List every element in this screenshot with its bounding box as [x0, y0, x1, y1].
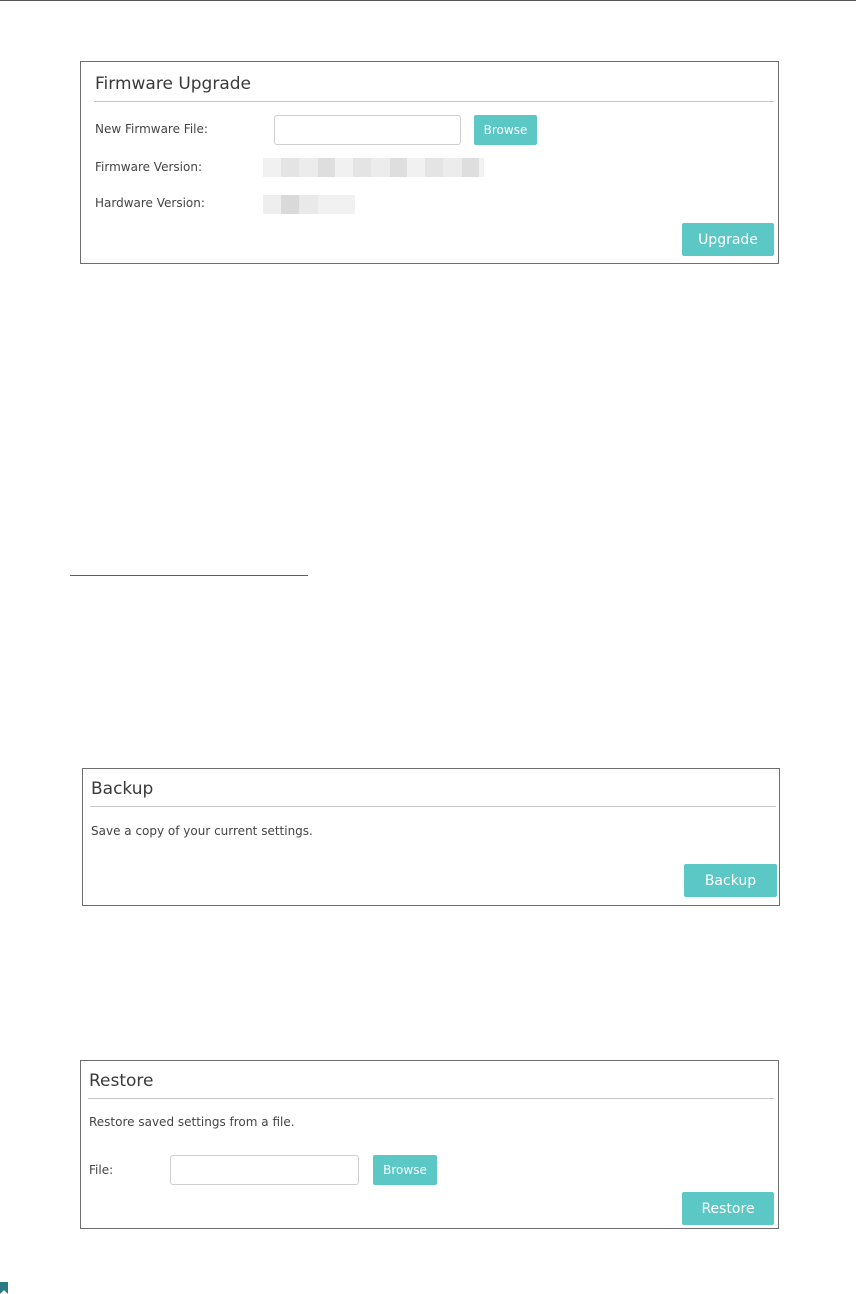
- hyperlink-underline[interactable]: [70, 575, 308, 576]
- restore-file-input[interactable]: [170, 1155, 359, 1185]
- restore-description: Restore saved settings from a file.: [89, 1115, 295, 1129]
- restore-panel: [80, 1060, 779, 1229]
- panel-divider: [94, 101, 774, 102]
- firmware-version-label: Firmware Version:: [95, 160, 202, 174]
- backup-button[interactable]: Backup: [684, 864, 777, 897]
- panel-title: Firmware Upgrade: [95, 74, 251, 94]
- upgrade-button[interactable]: Upgrade: [682, 223, 774, 256]
- firmware-upgrade-panel: [80, 61, 779, 264]
- panel-title: Backup: [91, 779, 154, 799]
- new-firmware-file-label: New Firmware File:: [95, 122, 208, 136]
- panel-divider: [88, 1098, 774, 1099]
- firmware-file-input[interactable]: [274, 115, 461, 145]
- panel-divider: [90, 806, 776, 807]
- restore-button[interactable]: Restore: [682, 1192, 774, 1225]
- firmware-browse-button[interactable]: Browse: [474, 115, 537, 145]
- backup-description: Save a copy of your current settings.: [91, 824, 313, 838]
- backup-panel: [82, 768, 780, 906]
- page-top-rule: [0, 0, 856, 1]
- hardware-version-value-redacted: [263, 195, 355, 214]
- page-corner-marker-icon: [0, 1282, 8, 1294]
- hardware-version-label: Hardware Version:: [95, 196, 205, 210]
- panel-title: Restore: [89, 1071, 154, 1091]
- firmware-version-value-redacted: [263, 158, 484, 177]
- restore-file-label: File:: [89, 1163, 114, 1177]
- restore-browse-button[interactable]: Browse: [373, 1155, 437, 1185]
